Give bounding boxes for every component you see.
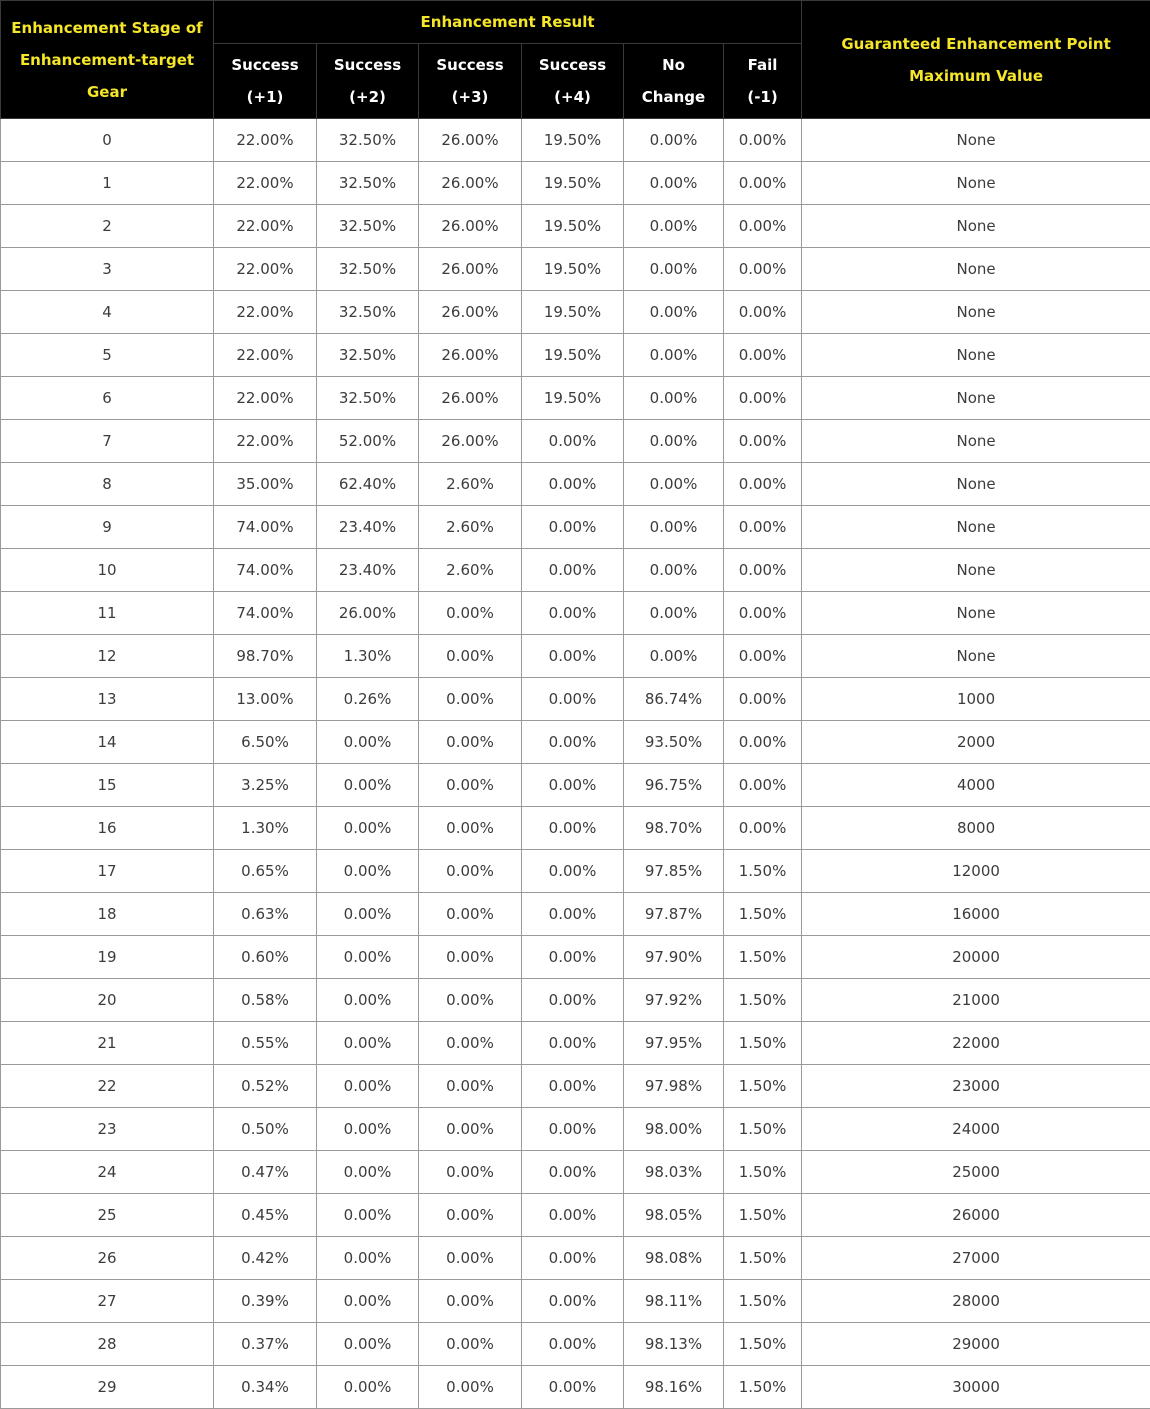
table-row (1, 893, 1150, 936)
success-plus3-cell: 0.00% (419, 1323, 522, 1366)
success-plus1-cell: 0.60% (214, 936, 317, 979)
header-line: Success (333, 56, 402, 74)
success-plus1-header (214, 44, 317, 119)
header-line: Success (436, 56, 504, 74)
guaranteed-point-cell: 21000 (802, 979, 1150, 1022)
stage-cell: 24 (1, 1151, 214, 1194)
fail-minus1-cell: 0.00% (724, 721, 802, 764)
success-plus3-cell: 0.00% (419, 764, 522, 807)
success-plus4-cell: 0.00% (522, 549, 624, 592)
no-change-cell: 86.74% (624, 678, 724, 721)
guaranteed-point-cell: None (802, 291, 1150, 334)
table-row (1, 1237, 1150, 1280)
stage-cell: 11 (1, 592, 214, 635)
success-plus2-cell: 52.00% (317, 420, 419, 463)
fail-minus1-cell: 1.50% (724, 1323, 802, 1366)
guaranteed-point-cell: 16000 (802, 893, 1150, 936)
success-plus4-cell: 0.00% (522, 1323, 624, 1366)
success-plus2-cell: 0.00% (317, 721, 419, 764)
stage-cell: 18 (1, 893, 214, 936)
no-change-cell: 0.00% (624, 420, 724, 463)
success-plus1-cell: 0.47% (214, 1151, 317, 1194)
table-row (1, 1108, 1150, 1151)
success-plus1-cell: 0.52% (214, 1065, 317, 1108)
table-row (1, 1022, 1150, 1065)
stage-cell: 3 (1, 248, 214, 291)
stage-cell: 17 (1, 850, 214, 893)
no-change-cell: 0.00% (624, 291, 724, 334)
header-line: Change (641, 88, 706, 106)
success-plus4-cell: 0.00% (522, 506, 624, 549)
fail-minus1-cell: 0.00% (724, 764, 802, 807)
success-plus1-cell: 74.00% (214, 549, 317, 592)
success-plus2-cell: 62.40% (317, 463, 419, 506)
success-plus1-cell: 22.00% (214, 205, 317, 248)
fail-minus1-cell: 0.00% (724, 463, 802, 506)
fail-minus1-cell: 0.00% (724, 205, 802, 248)
table-row (1, 1151, 1150, 1194)
success-plus3-cell: 26.00% (419, 291, 522, 334)
success-plus2-cell: 26.00% (317, 592, 419, 635)
guaranteed-point-cell: None (802, 420, 1150, 463)
success-plus2-cell: 0.00% (317, 1151, 419, 1194)
table-row (1, 1065, 1150, 1108)
success-plus2-header (317, 44, 419, 119)
success-plus4-header (522, 44, 624, 119)
guaranteed-point-cell: 27000 (802, 1237, 1150, 1280)
guaranteed-point-cell: 24000 (802, 1108, 1150, 1151)
success-plus3-header (419, 44, 522, 119)
table-header (1, 1, 1150, 119)
success-plus1-cell: 0.63% (214, 893, 317, 936)
success-plus4-cell: 0.00% (522, 1151, 624, 1194)
stage-cell: 0 (1, 119, 214, 162)
success-plus4-cell: 0.00% (522, 1194, 624, 1237)
fail-minus1-cell: 1.50% (724, 1237, 802, 1280)
table-row (1, 635, 1150, 678)
success-plus3-cell: 2.60% (419, 463, 522, 506)
fail-minus1-cell: 0.00% (724, 291, 802, 334)
stage-cell: 25 (1, 1194, 214, 1237)
header-line: (-1) (747, 88, 778, 106)
stage-cell: 2 (1, 205, 214, 248)
fail-minus1-cell: 0.00% (724, 420, 802, 463)
success-plus2-cell: 0.26% (317, 678, 419, 721)
success-plus4-cell: 0.00% (522, 807, 624, 850)
no-change-cell: 98.70% (624, 807, 724, 850)
success-plus1-cell: 35.00% (214, 463, 317, 506)
stage-header-line-1: Enhancement Stage of (11, 18, 203, 37)
table-row (1, 592, 1150, 635)
success-plus4-cell: 19.50% (522, 377, 624, 420)
success-plus4-cell: 0.00% (522, 721, 624, 764)
table-row (1, 506, 1150, 549)
table-row (1, 678, 1150, 721)
success-plus1-cell: 0.55% (214, 1022, 317, 1065)
success-plus3-cell: 0.00% (419, 678, 522, 721)
no-change-cell: 0.00% (624, 463, 724, 506)
success-plus1-cell: 22.00% (214, 162, 317, 205)
no-change-cell: 98.08% (624, 1237, 724, 1280)
guaranteed-point-cell: None (802, 635, 1150, 678)
success-plus1-cell: 74.00% (214, 506, 317, 549)
success-plus1-cell: 0.65% (214, 850, 317, 893)
guaranteed-point-cell: None (802, 119, 1150, 162)
point-header-line-1: Guaranteed Enhancement Point (841, 34, 1111, 53)
success-plus4-cell: 0.00% (522, 893, 624, 936)
guaranteed-point-cell: None (802, 592, 1150, 635)
fail-minus1-cell: 0.00% (724, 807, 802, 850)
stage-cell: 5 (1, 334, 214, 377)
no-change-cell: 97.92% (624, 979, 724, 1022)
guaranteed-point-cell: 26000 (802, 1194, 1150, 1237)
guaranteed-point-column-header (802, 1, 1150, 119)
header-line: (+1) (246, 88, 284, 106)
no-change-cell: 97.85% (624, 850, 724, 893)
success-plus2-cell: 0.00% (317, 1323, 419, 1366)
success-plus4-cell: 19.50% (522, 119, 624, 162)
no-change-cell: 0.00% (624, 119, 724, 162)
guaranteed-point-cell: 30000 (802, 1366, 1150, 1409)
success-plus1-cell: 22.00% (214, 377, 317, 420)
success-plus4-cell: 0.00% (522, 764, 624, 807)
success-plus3-cell: 0.00% (419, 592, 522, 635)
fail-minus1-cell: 1.50% (724, 1366, 802, 1409)
stage-cell: 4 (1, 291, 214, 334)
success-plus3-cell: 0.00% (419, 1065, 522, 1108)
success-plus4-cell: 0.00% (522, 1022, 624, 1065)
table-row (1, 721, 1150, 764)
success-plus2-cell: 32.50% (317, 205, 419, 248)
no-change-cell: 97.90% (624, 936, 724, 979)
no-change-cell: 98.11% (624, 1280, 724, 1323)
success-plus3-cell: 26.00% (419, 377, 522, 420)
success-plus2-cell: 0.00% (317, 1065, 419, 1108)
success-plus2-cell: 1.30% (317, 635, 419, 678)
success-plus4-cell: 0.00% (522, 635, 624, 678)
success-plus3-cell: 0.00% (419, 1237, 522, 1280)
success-plus3-cell: 26.00% (419, 162, 522, 205)
success-plus3-cell: 26.00% (419, 420, 522, 463)
guaranteed-point-cell: 2000 (802, 721, 1150, 764)
no-change-cell: 97.98% (624, 1065, 724, 1108)
success-plus4-cell: 0.00% (522, 850, 624, 893)
guaranteed-point-cell: None (802, 377, 1150, 420)
success-plus2-cell: 32.50% (317, 377, 419, 420)
header-line: (+2) (349, 88, 386, 106)
success-plus1-cell: 22.00% (214, 291, 317, 334)
success-plus2-cell: 0.00% (317, 1108, 419, 1151)
success-plus3-cell: 0.00% (419, 979, 522, 1022)
no-change-cell: 0.00% (624, 162, 724, 205)
no-change-cell: 0.00% (624, 248, 724, 291)
success-plus1-cell: 0.37% (214, 1323, 317, 1366)
table-row (1, 764, 1150, 807)
fail-minus1-cell: 1.50% (724, 1280, 802, 1323)
success-plus3-cell: 26.00% (419, 334, 522, 377)
success-plus4-cell: 0.00% (522, 1280, 624, 1323)
no-change-cell: 0.00% (624, 506, 724, 549)
table-row (1, 377, 1150, 420)
stage-cell: 8 (1, 463, 214, 506)
no-change-cell: 0.00% (624, 549, 724, 592)
success-plus4-cell: 0.00% (522, 979, 624, 1022)
stage-cell: 1 (1, 162, 214, 205)
no-change-cell: 97.87% (624, 893, 724, 936)
success-plus3-cell: 0.00% (419, 1151, 522, 1194)
success-plus2-cell: 0.00% (317, 807, 419, 850)
table-row (1, 291, 1150, 334)
success-plus2-cell: 0.00% (317, 936, 419, 979)
success-plus1-cell: 22.00% (214, 334, 317, 377)
success-plus3-cell: 0.00% (419, 807, 522, 850)
success-plus2-cell: 32.50% (317, 162, 419, 205)
stage-cell: 21 (1, 1022, 214, 1065)
success-plus4-cell: 0.00% (522, 1108, 624, 1151)
success-plus2-cell: 32.50% (317, 334, 419, 377)
success-plus3-cell: 0.00% (419, 721, 522, 764)
success-plus4-cell: 19.50% (522, 205, 624, 248)
success-plus2-cell: 0.00% (317, 893, 419, 936)
no-change-cell: 98.16% (624, 1366, 724, 1409)
success-plus4-cell: 19.50% (522, 162, 624, 205)
success-plus4-cell: 0.00% (522, 1366, 624, 1409)
success-plus4-cell: 0.00% (522, 420, 624, 463)
stage-cell: 22 (1, 1065, 214, 1108)
table-row (1, 1366, 1150, 1409)
table-row (1, 1194, 1150, 1237)
success-plus3-cell: 0.00% (419, 1194, 522, 1237)
success-plus4-cell: 0.00% (522, 936, 624, 979)
header-row-top (1, 1, 1150, 44)
success-plus3-cell: 0.00% (419, 1366, 522, 1409)
success-plus3-cell: 0.00% (419, 1022, 522, 1065)
header-line: Fail (747, 56, 778, 74)
fail-minus1-cell: 0.00% (724, 549, 802, 592)
table-row (1, 850, 1150, 893)
stage-column-header (1, 1, 214, 119)
guaranteed-point-cell: 22000 (802, 1022, 1150, 1065)
success-plus2-cell: 0.00% (317, 1366, 419, 1409)
no-change-header (624, 44, 724, 119)
no-change-cell: 98.13% (624, 1323, 724, 1366)
table-row (1, 162, 1150, 205)
success-plus4-cell: 0.00% (522, 592, 624, 635)
guaranteed-point-cell: 8000 (802, 807, 1150, 850)
fail-minus1-cell: 0.00% (724, 377, 802, 420)
fail-minus1-cell: 0.00% (724, 162, 802, 205)
success-plus3-cell: 26.00% (419, 248, 522, 291)
guaranteed-point-cell: None (802, 506, 1150, 549)
no-change-cell: 98.00% (624, 1108, 724, 1151)
header-line: No (662, 56, 685, 74)
table-row (1, 1323, 1150, 1366)
stage-header-line-2: Enhancement-target (19, 50, 195, 69)
stage-cell: 7 (1, 420, 214, 463)
fail-minus1-cell: 0.00% (724, 119, 802, 162)
stage-cell: 26 (1, 1237, 214, 1280)
guaranteed-point-cell: 29000 (802, 1323, 1150, 1366)
success-plus3-cell: 0.00% (419, 936, 522, 979)
no-change-cell: 0.00% (624, 635, 724, 678)
guaranteed-point-cell: 12000 (802, 850, 1150, 893)
success-plus3-cell: 0.00% (419, 893, 522, 936)
header-line: Success (231, 56, 299, 74)
success-plus4-cell: 0.00% (522, 678, 624, 721)
table-row (1, 205, 1150, 248)
success-plus1-cell: 0.34% (214, 1366, 317, 1409)
guaranteed-point-cell: 25000 (802, 1151, 1150, 1194)
fail-minus1-header (724, 44, 802, 119)
success-plus2-cell: 32.50% (317, 119, 419, 162)
guaranteed-point-cell: None (802, 334, 1150, 377)
table-row (1, 119, 1150, 162)
table-row (1, 549, 1150, 592)
no-change-cell: 0.00% (624, 592, 724, 635)
success-plus2-cell: 23.40% (317, 506, 419, 549)
stage-cell: 14 (1, 721, 214, 764)
stage-cell: 9 (1, 506, 214, 549)
success-plus1-cell: 0.45% (214, 1194, 317, 1237)
success-plus1-cell: 13.00% (214, 678, 317, 721)
table-row (1, 248, 1150, 291)
fail-minus1-cell: 1.50% (724, 936, 802, 979)
success-plus4-cell: 0.00% (522, 1237, 624, 1280)
stage-cell: 23 (1, 1108, 214, 1151)
no-change-cell: 98.05% (624, 1194, 724, 1237)
no-change-cell: 0.00% (624, 334, 724, 377)
success-plus3-cell: 0.00% (419, 635, 522, 678)
stage-cell: 10 (1, 549, 214, 592)
guaranteed-point-cell: 1000 (802, 678, 1150, 721)
success-plus2-cell: 0.00% (317, 1194, 419, 1237)
no-change-cell: 98.03% (624, 1151, 724, 1194)
fail-minus1-cell: 1.50% (724, 850, 802, 893)
success-plus2-cell: 0.00% (317, 1022, 419, 1065)
success-plus2-cell: 0.00% (317, 1237, 419, 1280)
table-row (1, 463, 1150, 506)
table-body (1, 119, 1150, 1409)
fail-minus1-cell: 1.50% (724, 1151, 802, 1194)
success-plus1-cell: 74.00% (214, 592, 317, 635)
success-plus2-cell: 32.50% (317, 248, 419, 291)
stage-cell: 28 (1, 1323, 214, 1366)
stage-cell: 6 (1, 377, 214, 420)
no-change-cell: 97.95% (624, 1022, 724, 1065)
stage-cell: 20 (1, 979, 214, 1022)
header-line: (+3) (451, 88, 489, 106)
success-plus1-cell: 22.00% (214, 119, 317, 162)
table-row (1, 936, 1150, 979)
guaranteed-point-cell: 4000 (802, 764, 1150, 807)
stage-header-line-3: Gear (86, 82, 127, 101)
success-plus2-cell: 23.40% (317, 549, 419, 592)
success-plus3-cell: 0.00% (419, 1108, 522, 1151)
success-plus3-cell: 2.60% (419, 549, 522, 592)
success-plus4-cell: 0.00% (522, 463, 624, 506)
success-plus1-cell: 1.30% (214, 807, 317, 850)
success-plus1-cell: 98.70% (214, 635, 317, 678)
table-row (1, 979, 1150, 1022)
fail-minus1-cell: 0.00% (724, 592, 802, 635)
fail-minus1-cell: 0.00% (724, 506, 802, 549)
guaranteed-point-cell: 28000 (802, 1280, 1150, 1323)
no-change-cell: 96.75% (624, 764, 724, 807)
guaranteed-point-cell: None (802, 549, 1150, 592)
fail-minus1-cell: 1.50% (724, 1194, 802, 1237)
success-plus4-cell: 19.50% (522, 248, 624, 291)
header-line: (+4) (554, 88, 591, 106)
success-plus3-cell: 26.00% (419, 205, 522, 248)
fail-minus1-cell: 0.00% (724, 248, 802, 291)
guaranteed-point-cell: None (802, 205, 1150, 248)
success-plus1-cell: 0.39% (214, 1280, 317, 1323)
stage-cell: 19 (1, 936, 214, 979)
success-plus4-cell: 0.00% (522, 1065, 624, 1108)
guaranteed-point-cell: None (802, 463, 1150, 506)
fail-minus1-cell: 1.50% (724, 979, 802, 1022)
success-plus2-cell: 32.50% (317, 291, 419, 334)
success-plus4-cell: 19.50% (522, 291, 624, 334)
stage-cell: 16 (1, 807, 214, 850)
success-plus3-cell: 2.60% (419, 506, 522, 549)
success-plus1-cell: 22.00% (214, 420, 317, 463)
success-plus1-cell: 0.58% (214, 979, 317, 1022)
fail-minus1-cell: 0.00% (724, 678, 802, 721)
table-row (1, 420, 1150, 463)
success-plus2-cell: 0.00% (317, 979, 419, 1022)
success-plus1-cell: 22.00% (214, 248, 317, 291)
fail-minus1-cell: 0.00% (724, 635, 802, 678)
success-plus4-cell: 19.50% (522, 334, 624, 377)
success-plus1-cell: 0.50% (214, 1108, 317, 1151)
guaranteed-point-cell: 20000 (802, 936, 1150, 979)
stage-cell: 15 (1, 764, 214, 807)
header-line: Success (538, 56, 607, 74)
no-change-cell: 93.50% (624, 721, 724, 764)
stage-cell: 27 (1, 1280, 214, 1323)
success-plus3-cell: 0.00% (419, 850, 522, 893)
fail-minus1-cell: 1.50% (724, 1065, 802, 1108)
success-plus3-cell: 26.00% (419, 119, 522, 162)
point-header-line-2: Maximum Value (909, 66, 1044, 85)
table-row (1, 807, 1150, 850)
no-change-cell: 0.00% (624, 205, 724, 248)
guaranteed-point-cell: None (802, 162, 1150, 205)
enhancement-result-header: Enhancement Result (214, 1, 802, 44)
stage-cell: 13 (1, 678, 214, 721)
success-plus1-cell: 6.50% (214, 721, 317, 764)
fail-minus1-cell: 0.00% (724, 334, 802, 377)
success-plus3-cell: 0.00% (419, 1280, 522, 1323)
table-row (1, 334, 1150, 377)
stage-cell: 12 (1, 635, 214, 678)
success-plus2-cell: 0.00% (317, 1280, 419, 1323)
stage-cell: 29 (1, 1366, 214, 1409)
table-row (1, 1280, 1150, 1323)
fail-minus1-cell: 1.50% (724, 1108, 802, 1151)
success-plus1-cell: 0.42% (214, 1237, 317, 1280)
success-plus2-cell: 0.00% (317, 764, 419, 807)
fail-minus1-cell: 1.50% (724, 1022, 802, 1065)
no-change-cell: 0.00% (624, 377, 724, 420)
success-plus1-cell: 3.25% (214, 764, 317, 807)
success-plus2-cell: 0.00% (317, 850, 419, 893)
guaranteed-point-cell: None (802, 248, 1150, 291)
guaranteed-point-cell: 23000 (802, 1065, 1150, 1108)
fail-minus1-cell: 1.50% (724, 893, 802, 936)
